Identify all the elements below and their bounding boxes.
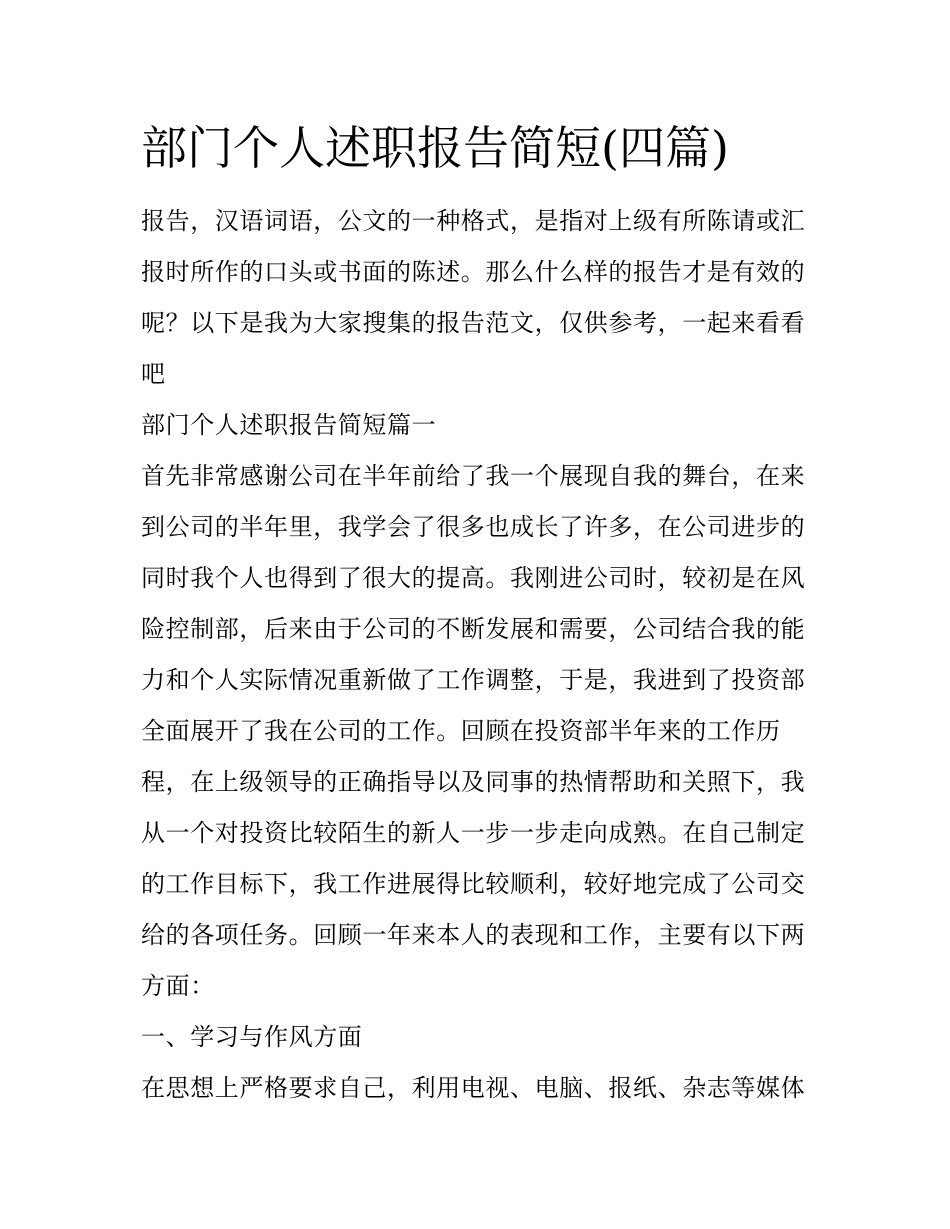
subsection-heading-1: 一、学习与作风方面 — [141, 1023, 363, 1051]
body-line-9: 的工作目标下，我工作进展得比较顺利，较好地完成了公司交 — [141, 870, 806, 898]
body-line-7: 程，在上级领导的正确指导以及同事的热情帮助和关照下，我 — [141, 768, 806, 796]
document-title: 部门个人述职报告简短(四篇) — [141, 121, 729, 175]
body-line-8: 从一个对投资比较陌生的新人一步一步走向成熟。在自己制定 — [141, 819, 806, 847]
body-line-2: 到公司的半年里，我学会了很多也成长了许多，在公司进步的 — [141, 513, 806, 541]
body-line-6: 全面展开了我在公司的工作。回顾在投资部半年来的工作历 — [141, 717, 781, 745]
body-line-4: 险控制部，后来由于公司的不断发展和需要，公司结合我的能 — [141, 615, 806, 643]
body-line-5: 力和个人实际情况重新做了工作调整，于是，我进到了投资部 — [141, 666, 806, 694]
intro-line-1: 报告，汉语词语，公文的一种格式，是指对上级有所陈请或汇 — [141, 207, 806, 235]
body-line-3: 同时我个人也得到了很大的提高。我刚进公司时，较初是在风 — [141, 564, 806, 592]
body-line-10: 给的各项任务。回顾一年来本人的表现和工作，主要有以下两 — [141, 921, 806, 949]
intro-line-3: 呢？以下是我为大家搜集的报告范文，仅供参考，一起来看看 — [141, 309, 806, 337]
body-line-11: 方面： — [141, 972, 215, 1000]
intro-line-4: 吧 — [141, 360, 166, 388]
body-line-12: 在思想上严格要求自己，利用电视、电脑、报纸、杂志等媒体 — [141, 1074, 806, 1102]
intro-line-2: 报时所作的口头或书面的陈述。那么什么样的报告才是有效的 — [141, 258, 806, 286]
section-heading-1: 部门个人述职报告简短篇一 — [141, 411, 437, 439]
body-line-1: 首先非常感谢公司在半年前给了我一个展现自我的舞台，在来 — [141, 462, 806, 490]
